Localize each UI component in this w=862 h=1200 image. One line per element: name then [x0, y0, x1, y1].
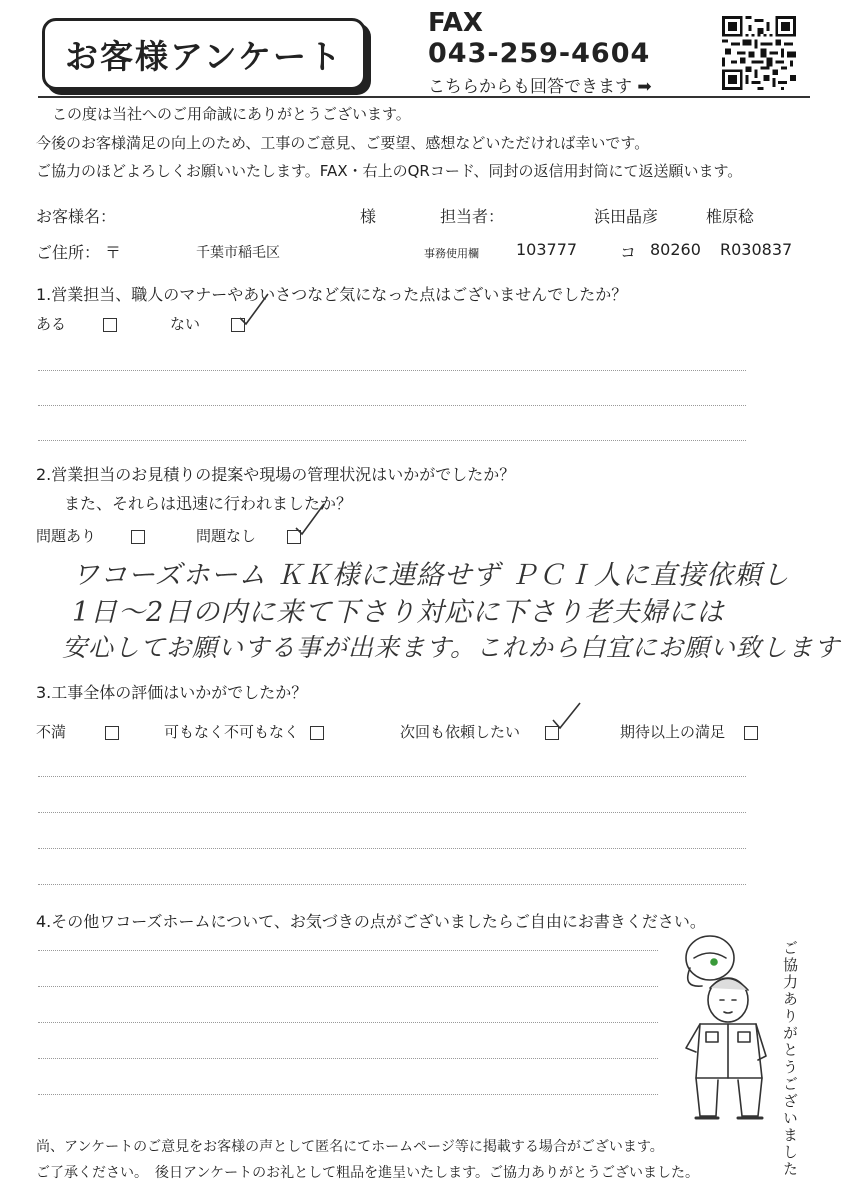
fax-number: 043-259-4604 — [428, 38, 651, 69]
q3-answer-line-4 — [38, 884, 746, 885]
q1-answer-line-3 — [38, 440, 746, 441]
q1-option-yes-label: ある — [36, 315, 67, 333]
thanks-vertical-text: ご協力ありがとうございました — [781, 940, 799, 1178]
q3-option-4-checkbox[interactable] — [744, 726, 758, 740]
address-value: 千葉市稲毛区 — [196, 245, 280, 261]
customer-name-label: お客様名： — [36, 207, 117, 226]
q1-yes-checkbox[interactable] — [103, 318, 117, 332]
q2-question-1: 2.営業担当のお見積りの提案や現場の管理状況はいかがでしたか？ — [36, 465, 516, 484]
office-code-2: コ — [620, 243, 637, 262]
q3-option-4-label: 期待以上の満足 — [620, 723, 726, 741]
staff-name-2: 椎原稔 — [706, 207, 755, 226]
qr-code-icon[interactable] — [722, 16, 796, 90]
worker-mascot-icon — [672, 928, 772, 1128]
survey-title-box — [42, 18, 366, 90]
staff-name-1: 浜田晶彦 — [594, 207, 659, 226]
q3-option-1-checkbox[interactable] — [105, 726, 119, 740]
office-code-3: 80260 — [650, 240, 701, 259]
q3-option-2-label: 可もなく不可もなく — [164, 723, 300, 741]
q3-option-3-label: 次回も依頼したい — [400, 723, 521, 741]
q3-option-1[interactable] — [36, 721, 119, 742]
footer-line-1: 尚、アンケートのご意見をお客様の声として匿名にてホームページ等に掲載する場合がございます。 — [36, 1139, 664, 1155]
q2-option-issue[interactable] — [36, 525, 145, 546]
q4-answer-line-2 — [38, 986, 658, 987]
q1-answer-line-1 — [38, 370, 746, 371]
sama-label: 様 — [360, 207, 377, 226]
survey-title: お客様アンケート — [64, 36, 344, 76]
q1-option-yes[interactable] — [36, 313, 117, 334]
q2-handwritten-line-2: 1日～2日の内に来て下さり対応に下さり老夫婦には — [72, 597, 725, 628]
fax-label: FAX — [428, 8, 483, 38]
q4-question: 4.その他ワコーズホームについて、お気づきの点がございましたらご自由にお書きください。 — [36, 912, 706, 931]
q3-answer-line-3 — [38, 848, 746, 849]
office-code-4: R030837 — [720, 240, 793, 259]
intro-line-3: ご協力のほどよろしくお願いいたします。FAX・右上のQRコード、同封の返信用封筒にて返送願います。 — [36, 162, 743, 180]
address-label: ご住所： — [36, 243, 101, 262]
q3-answer-line-2 — [38, 812, 746, 813]
q3-checkmark-icon — [550, 700, 586, 736]
q4-answer-line-5 — [38, 1094, 658, 1095]
office-code-1: 103777 — [516, 240, 578, 259]
office-use-label: 事務使用欄 — [424, 247, 479, 260]
q1-checkmark-icon — [236, 290, 272, 330]
staff-label: 担当者： — [440, 207, 505, 226]
q1-option-no-label: ない — [170, 315, 201, 333]
q2-option-noissue-label: 問題なし — [196, 527, 257, 545]
q3-option-2-checkbox[interactable] — [310, 726, 324, 740]
q2-option-issue-label: 問題あり — [36, 527, 97, 545]
footer-line-2: ご了承ください。 後日アンケートのお礼として粗品を進呈いたします。ご協力ありがとうございました。 — [36, 1165, 700, 1181]
fax-note: こちらからも回答できます ➡ — [428, 77, 652, 97]
q2-question-2: また、それらは迅速に行われましたか？ — [64, 494, 353, 513]
q3-answer-line-1 — [38, 776, 746, 777]
q2-option-noissue[interactable] — [196, 525, 301, 546]
intro-line-1: この度は当社へのご用命誠にありがとうございます。 — [52, 105, 411, 123]
intro-line-2: 今後のお客様満足の向上のため、工事のご意見、ご要望、感想などいただければ幸いです。 — [36, 134, 650, 152]
q3-question: 3.工事全体の評価はいかがでしたか？ — [36, 683, 308, 702]
q3-option-3[interactable] — [400, 721, 559, 742]
postal-mark: 〒 — [105, 243, 122, 262]
q3-option-2[interactable] — [164, 721, 324, 742]
q1-option-no[interactable] — [170, 313, 245, 334]
q2-issue-checkbox[interactable] — [131, 530, 145, 544]
q2-handwritten-line-1: ワコーズホーム ＫＫ様に連絡せず ＰＣＩ人に直接依頼し — [72, 560, 790, 591]
q4-answer-line-4 — [38, 1058, 658, 1059]
q1-question: 1.営業担当、職人のマナーやあいさつなど気になった点はございませんでしたか？ — [36, 285, 628, 304]
q2-checkmark-icon — [292, 500, 328, 540]
header-divider — [38, 96, 810, 98]
q4-answer-line-1 — [38, 950, 658, 951]
q1-answer-line-2 — [38, 405, 746, 406]
q3-option-1-label: 不満 — [36, 723, 67, 741]
q3-option-4[interactable] — [620, 721, 758, 742]
q4-answer-line-3 — [38, 1022, 658, 1023]
q2-handwritten-line-3: 安心してお願いする事が出来ます。これから白宜にお願い致します — [62, 633, 841, 662]
